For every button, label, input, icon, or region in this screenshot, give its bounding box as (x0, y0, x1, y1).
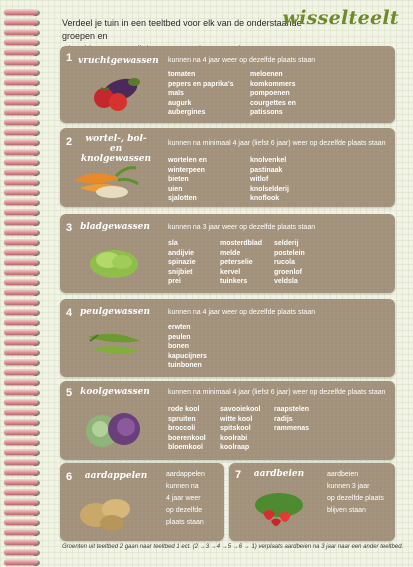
spiral-ring (4, 488, 44, 497)
spiral-ring (4, 308, 44, 317)
binding-wire (4, 409, 38, 415)
spiral-ring (4, 388, 44, 397)
vegetable-item: rammenas (274, 425, 310, 432)
vegetable-item: spinazie (168, 259, 196, 266)
group-name: aardappelen (84, 471, 148, 481)
binding-wire (4, 69, 38, 75)
vegetable-item: savooiekool (220, 406, 261, 413)
spiral-ring (4, 368, 44, 377)
intro-line: Verdeel je tuin in een teeltbed voor elk van de onderstaande groepen en (62, 18, 302, 41)
spiral-ring (4, 378, 44, 387)
vegetable-item: 4 jaar weer (166, 495, 201, 502)
spiral-ring (4, 548, 44, 557)
vegetable-item: aubergines (168, 109, 206, 116)
binding-wire (4, 509, 38, 515)
group-col2 (220, 405, 260, 453)
binding-wire (4, 349, 38, 355)
vegetable-item: erwten (168, 324, 191, 331)
lettuce-icon (86, 242, 142, 282)
vegetable-item: knoflook (250, 195, 280, 202)
vegetable-item: tuinkers (220, 278, 248, 285)
vegetable-item: kervel (220, 268, 241, 276)
group-name: peulgewassen (80, 307, 150, 317)
vegetable-item: knolselderij (250, 185, 289, 193)
spiral-ring (4, 358, 44, 367)
group-col1 (168, 405, 206, 453)
group-col2 (250, 156, 289, 204)
binding-wire (4, 539, 38, 545)
group-col3 (274, 239, 305, 287)
vegetable-item: postelein (274, 249, 305, 257)
binding-wire (4, 329, 38, 335)
group-col1 (168, 239, 196, 287)
spiral-ring (4, 48, 44, 57)
spiral-ring (4, 318, 44, 327)
group-rule: kunnen na 3 jaar weer op dezelfde plaats staan (168, 224, 316, 231)
group-name: aardbeien (253, 469, 305, 479)
vegetable-item: komkommers (250, 80, 296, 88)
vegetable-item: broccoli (168, 425, 196, 432)
vegetable-item: groenlof (274, 268, 302, 276)
vegetable-item: selderij (274, 240, 299, 247)
binding-wire (4, 399, 38, 405)
vegetable-item: koolrabi (220, 434, 248, 442)
group-rule: kunnen na 4 jaar weer op dezelfde plaats staan (168, 309, 316, 316)
binding-wire (4, 189, 38, 195)
spiral-ring (4, 178, 44, 187)
page-title: wisselteelt (282, 7, 399, 29)
spiral-ring (4, 448, 44, 457)
binding-wire (4, 289, 38, 295)
group-card-6 (60, 463, 224, 541)
group-card-3 (60, 214, 395, 293)
spiral-ring (4, 228, 44, 237)
binding-wire (4, 179, 38, 185)
binding-wire (4, 49, 38, 55)
spiral-ring (4, 258, 44, 267)
group-col3 (274, 405, 309, 434)
binding-wire (4, 119, 38, 125)
footnote: Groenten uit teeltbed 2 gaan naar teeltbed 1 ect. (2 →3 →4 →5 →6 → 1) verplaats aardbeien na 3 jaar naar een ander teeltbed. (62, 544, 404, 550)
binding-wire (4, 389, 38, 395)
binding-wire (4, 129, 38, 135)
vegetable-item: op dezelfde (166, 507, 203, 514)
group-card-2 (60, 128, 395, 207)
binding-wire (4, 459, 38, 465)
vegetable-item: aardappelen (166, 471, 205, 478)
vegetable-item: knolvenkel (250, 157, 287, 164)
binding-wire (4, 379, 38, 385)
vegetable-item: patissons (250, 109, 283, 116)
spiral-ring (4, 288, 44, 297)
vegetable-item: bloemkool (168, 444, 204, 451)
spiral-ring (4, 198, 44, 207)
vegetable-item: kapucijners (168, 352, 207, 360)
group-name: bladgewassen (80, 222, 150, 232)
group-number: 6 (66, 471, 73, 483)
group-number: 2 (66, 136, 73, 148)
spiral-ring (4, 398, 44, 407)
group7-text (327, 469, 384, 517)
vegetable-item: winterpeen (168, 166, 205, 174)
spiral-ring (4, 268, 44, 277)
peapod-icon (84, 327, 144, 361)
spiral-ring (4, 518, 44, 527)
group-col2 (220, 239, 262, 287)
spiral-ring (4, 58, 44, 67)
carrot-icon (70, 160, 142, 202)
spiral-ring (4, 468, 44, 477)
binding-wire (4, 259, 38, 265)
spiral-ring (4, 498, 44, 507)
binding-wire (4, 199, 38, 205)
vegetable-item: bieten (168, 176, 189, 183)
spiral-ring (4, 88, 44, 97)
binding-wire (4, 99, 38, 105)
spiral-ring (4, 148, 44, 157)
binding-wire (4, 9, 38, 15)
vegetable-item: spruiten (168, 415, 196, 423)
binding-wire (4, 369, 38, 375)
spiral-ring (4, 208, 44, 217)
spiral-ring (4, 408, 44, 417)
vegetable-item: kunnen na (166, 483, 199, 490)
binding-wire (4, 529, 38, 535)
vegetable-item: pastinaak (250, 166, 283, 174)
vegetable-item: peulen (168, 333, 191, 341)
group-rule: kunnen na minimaal 4 jaar (liefst 6 jaar) weer op dezelfde plaats staan (168, 389, 386, 396)
vegetable-item: witlof (250, 176, 269, 183)
binding-wire (4, 519, 38, 525)
vegetable-item: uien (168, 185, 183, 193)
spiral-ring (4, 108, 44, 117)
spiral-ring (4, 68, 44, 77)
group-number: 1 (66, 52, 73, 64)
cabbage-icon (82, 403, 146, 451)
vegetable-item: andijvie (168, 249, 195, 257)
spiral-ring (4, 98, 44, 107)
binding-wire (4, 139, 38, 145)
spiral-ring (4, 38, 44, 47)
binding-wire (4, 169, 38, 175)
vegetable-item: tomaten (168, 71, 196, 78)
binding-wire (4, 549, 38, 555)
binding-wire (4, 279, 38, 285)
group-col1 (168, 70, 233, 118)
spiral-ring (4, 158, 44, 167)
binding-wire (4, 489, 38, 495)
vegetable-item: veldsla (274, 278, 298, 285)
group-name: koolgewassen (80, 387, 150, 397)
binding-wire (4, 339, 38, 345)
binding-wire (4, 479, 38, 485)
group-col1 (168, 323, 207, 371)
binding-wire (4, 269, 38, 275)
spiral-ring (4, 238, 44, 247)
spiral-ring (4, 458, 44, 467)
group-card-5 (60, 381, 395, 460)
binding-wire (4, 159, 38, 165)
binding-wire (4, 149, 38, 155)
group-card-4 (60, 299, 395, 377)
vegetable-item: prei (168, 278, 181, 285)
group-rule: kunnen na 4 jaar weer op dezelfde plaats staan (168, 57, 316, 64)
binding-wire (4, 499, 38, 505)
binding-wire (4, 59, 38, 65)
binding-wire (4, 39, 38, 45)
vegetable-item: aardbeien (327, 471, 359, 478)
vegetable-item: pompoenen (250, 90, 290, 97)
vegetable-item: sla (168, 240, 178, 247)
binding-wire (4, 559, 38, 565)
vegetable-item: augurk (168, 99, 192, 107)
vegetable-item: maïs (168, 90, 184, 97)
vegetable-item: pepers en paprika's (168, 80, 234, 88)
vegetable-item: melde (220, 249, 241, 257)
vegetable-item: peterselie (220, 259, 253, 266)
binding-wire (4, 239, 38, 245)
spiral-ring (4, 298, 44, 307)
potato-icon (76, 491, 136, 535)
group-rule: kunnen na minimaal 4 jaar (liefst 6 jaar) weer op dezelfde plaats staan (168, 140, 386, 147)
spiral-ring (4, 428, 44, 437)
binding-wire (4, 359, 38, 365)
group-name: wortel-, bol- en knolgewassen (80, 134, 152, 164)
vegetable-item: plaats staan (166, 519, 204, 526)
binding-wire (4, 299, 38, 305)
binding-wire (4, 439, 38, 445)
spiral-ring (4, 138, 44, 147)
vegetable-item: courgettes en (250, 99, 296, 107)
binding-wire (4, 429, 38, 435)
binding-wire (4, 89, 38, 95)
binding-wire (4, 309, 38, 315)
binding-wire (4, 229, 38, 235)
vegetable-item: bonen (168, 343, 189, 350)
spiral-binding (0, 0, 50, 567)
binding-wire (4, 219, 38, 225)
spiral-ring (4, 438, 44, 447)
spiral-ring (4, 278, 44, 287)
vegetable-item: sjalotten (168, 195, 197, 202)
spiral-ring (4, 168, 44, 177)
spiral-ring (4, 18, 44, 27)
spiral-ring (4, 218, 44, 227)
group-number: 4 (66, 307, 73, 319)
spiral-ring (4, 528, 44, 537)
binding-wire (4, 109, 38, 115)
group-name: vruchtgewassen (78, 56, 159, 66)
vegetable-item: wortelen en (168, 157, 207, 164)
spiral-ring (4, 128, 44, 137)
vegetable-item: mosterdblad (220, 240, 263, 247)
spiral-ring (4, 8, 44, 17)
spiral-ring (4, 348, 44, 357)
binding-wire (4, 469, 38, 475)
group6-text (166, 469, 205, 529)
spiral-ring (4, 418, 44, 427)
spiral-ring (4, 78, 44, 87)
spiral-ring (4, 28, 44, 37)
vegetable-item: rode kool (168, 406, 200, 413)
vegetable-item: blijven staan (327, 507, 366, 514)
spiral-ring (4, 118, 44, 127)
spiral-ring (4, 338, 44, 347)
vegetable-item: koolraap (220, 444, 250, 451)
vegetable-item: witte kool (220, 415, 253, 423)
binding-wire (4, 79, 38, 85)
group-card-1 (60, 46, 395, 123)
vegetable-item: spitskool (220, 425, 251, 432)
spiral-ring (4, 188, 44, 197)
binding-wire (4, 29, 38, 35)
vegetable-item: raapstelen (274, 406, 310, 413)
group-number: 7 (235, 469, 242, 481)
vegetable-item: meloenen (250, 71, 283, 78)
vegetable-item: radijs (274, 415, 293, 423)
vegetable-item: boerenkool (168, 434, 206, 442)
spiral-ring (4, 248, 44, 257)
group-col2 (250, 70, 296, 118)
binding-wire (4, 209, 38, 215)
group-col1 (168, 156, 207, 204)
vegetable-item: op dezelfde plaats (327, 495, 384, 502)
binding-wire (4, 319, 38, 325)
spiral-ring (4, 508, 44, 517)
spiral-ring (4, 558, 44, 567)
spiral-ring (4, 538, 44, 547)
group-number: 3 (66, 222, 73, 234)
eggplant-tomato-icon (86, 68, 146, 116)
binding-wire (4, 419, 38, 425)
vegetable-item: tuinbonen (168, 362, 202, 369)
binding-wire (4, 19, 38, 25)
binding-wire (4, 249, 38, 255)
spiral-ring (4, 478, 44, 487)
vegetable-item: rucola (274, 259, 296, 266)
vegetable-item: snijbiet (168, 268, 193, 276)
group-card-7 (229, 463, 395, 541)
vegetable-item: kunnen 3 jaar (327, 483, 370, 490)
binding-wire (4, 449, 38, 455)
strawberry-icon (249, 485, 309, 531)
spiral-ring (4, 328, 44, 337)
group-number: 5 (66, 387, 73, 399)
